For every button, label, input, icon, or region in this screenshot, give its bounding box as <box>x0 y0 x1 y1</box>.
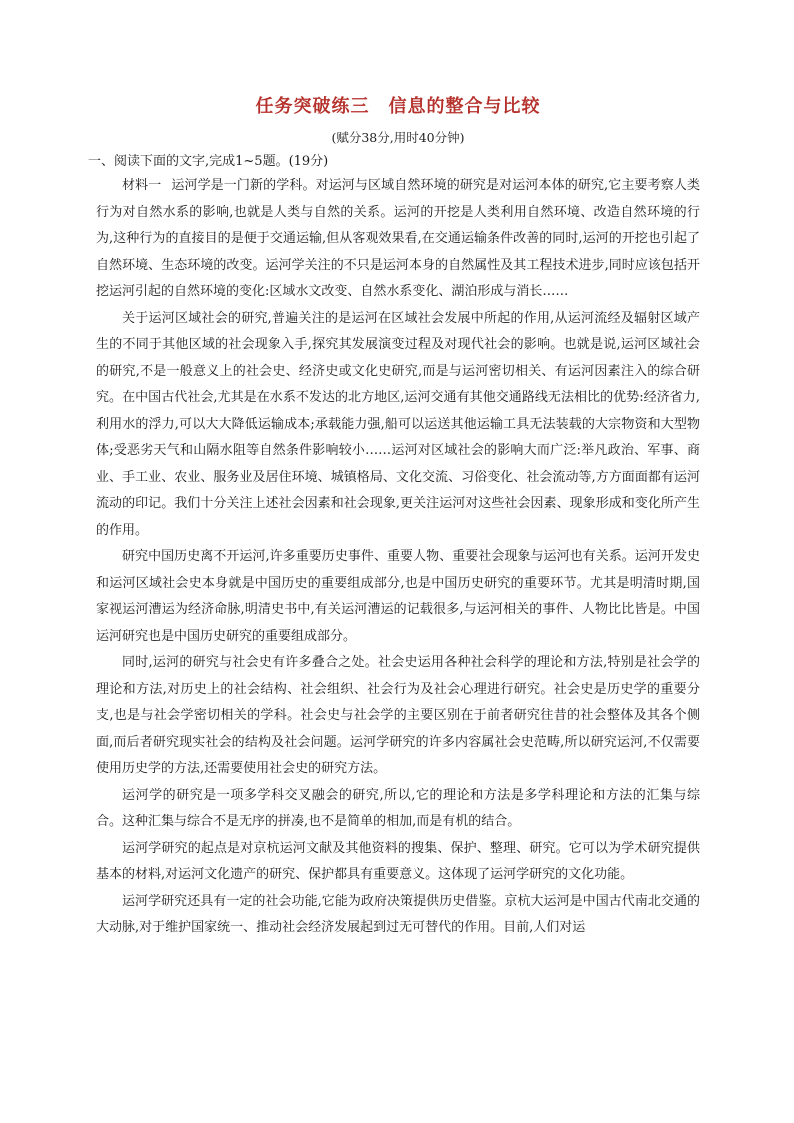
paragraph-1 <box>96 173 700 306</box>
paragraph-3: 研究中国历史离不开运河,许多重要历史事件、重要人物、重要社会现象与运河也有关系。运河开发史和运河区域社会史本身就是中国历史的重要组成部分,也是中国历史研究的重要环节。尤其是明清时期,国家视运河漕运为经济命脉,明清史书中,有关运河漕运的记载很多,与运河相关的事件、人物比比皆是。中国运河研究也是中国历史研究的重要组成部分。 <box>96 549 700 644</box>
paragraph-4: 同时,运河的研究与社会史有许多叠合之处。社会史运用各种社会科学的理论和方法,特别是社会学的理论和方法,对历史上的社会结构、社会组织、社会行为及社会心理进行研究。社会史是历史学的重要分支,也是与社会学密切相关的学科。社会史与社会学的主要区别在于前者研究往昔的社会整体及其各个侧面,而后者研究现实社会的结构及社会问题。运河学研究的许多内容属社会史范畴,所以研究运河,不仅需要使用历史学的方法,还需要使用社会史的研究方法。 <box>96 655 700 777</box>
page-title: 任务突破练三 信息的整合与比较 <box>255 96 541 117</box>
paragraph-text: 运河学是一门新的学科。对运河与区域自然环境的研究是对运河本体的研究,它主要考察人类行为对自然水系的影响,也就是人类与自然的关系。运河的开挖是人类利用自然环境、改造自然环境的行为,这种行为的直接目的是便于交通运输,但从客观效果看,在交通运输条件改善的同时,运河的开挖也引起了自然环境、生态环境的改变。运河学关注的不只是运河本身的自然属性及其工程技术进步,同时应该包括开挖运河引起的自然环境的变化:区域水文改变、自然水系变化、湖泊形成与消长…… <box>96 178 700 300</box>
paragraph-5: 运河学的研究是一项多学科交叉融会的研究,所以,它的理论和方法是多学科理论和方法的汇集与综合。这种汇集与综合不是无序的拼凑,也不是简单的相加,而是有机的结合。 <box>96 787 700 830</box>
paragraph-6: 运河学研究的起点是对京杭运河文献及其他资料的搜集、保护、整理、研究。它可以为学术研究提供基本的材料,对运河文化遗产的研究、保护都具有重要意义。这体现了运河学研究的文化功能。 <box>96 840 700 883</box>
document-page <box>88 92 700 942</box>
score-time-note: (赋分38分,用时40分钟) <box>331 130 465 145</box>
section-heading: 一、阅读下面的文字,完成1~5题。(19分) <box>88 154 329 169</box>
paragraph-2: 关于运河区域社会的研究,普遍关注的是运河在区域社会发展中所起的作用,从运河流经及辐射区域产生的不同于其他区域的社会现象入手,探究其发展演变过程及对现代社会的影响。也就是说,运河区域社会的研究,不是一般意义上的社会史、经济史或文化史研究,而是与运河密切相关、有运河因素注入的综合研究。在中国古代社会,尤其是在水系不发达的北方地区,运河交通有其他交通路线无法相比的优势:经济省力,利用水的浮力,可以大大降低运输成本;承载能力强,船可以运送其他运输工具无法装载的大宗物资和大型物体;受恶劣天气和山隔水阻等自然条件影响较小……运河对区域社会的影响大而广泛:举凡政治、军事、商业、手工业、农业、服务业及居住环境、城镇格局、文化交流、习俗变化、社会流动等,方方面面都有运河流动的印记。我们十分关注上述社会因素和社会现象,更关注运河对这些社会因素、现象形成和变化所产生的作用。 <box>96 310 700 538</box>
paragraph-7: 运河学研究还具有一定的社会功能,它能为政府决策提供历史借鉴。京杭大运河是中国古代南北交通的大动脉,对于维护国家统一、推动社会经济发展起到过无可替代的作用。目前,人们对运 <box>96 893 700 936</box>
material-label: 材料一 <box>122 178 162 194</box>
